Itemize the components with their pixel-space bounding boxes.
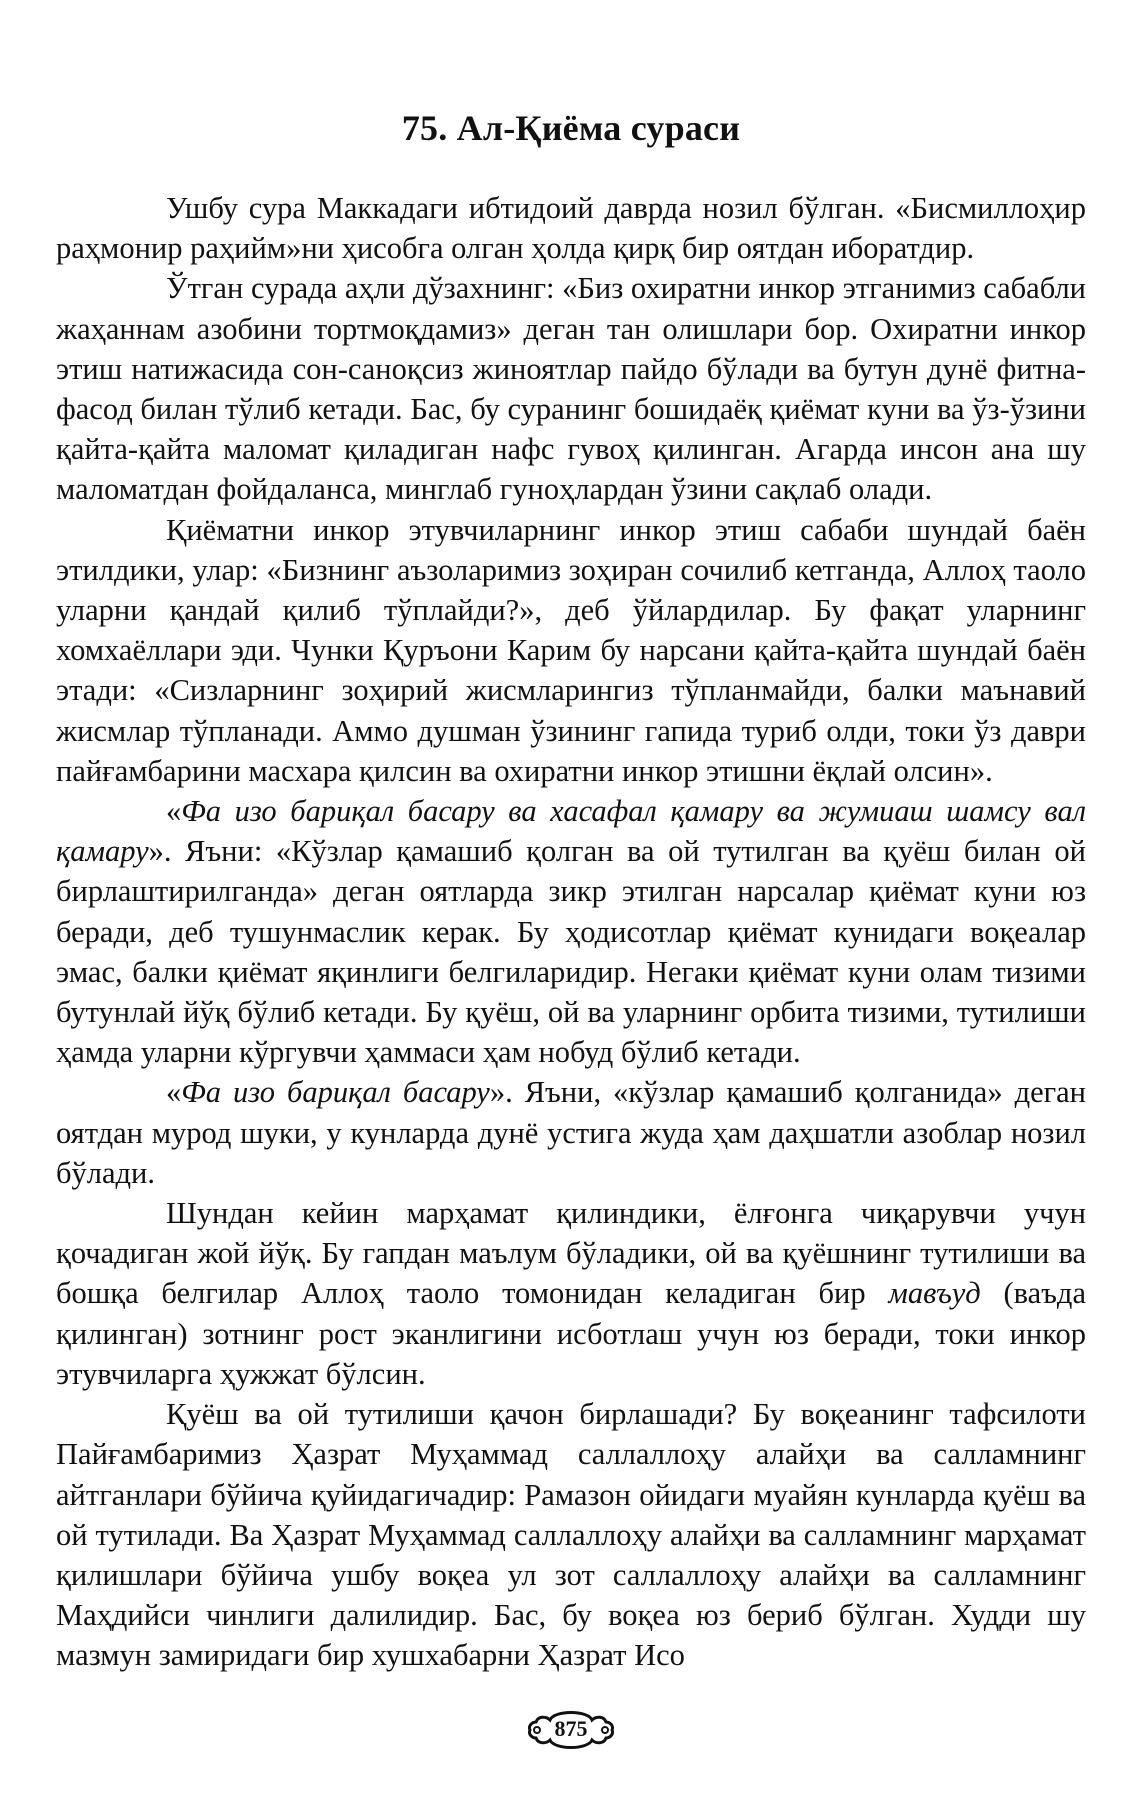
paragraph-text: « — [166, 1075, 182, 1110]
paragraph-2 — [56, 268, 1086, 509]
paragraph-1 — [56, 188, 1086, 268]
paragraph-7 — [56, 1394, 1086, 1675]
italic-quote-text: Фа изо бариқал басару ва хасафал қамару ва жумиаш шамсу вал қамару — [56, 794, 1086, 869]
paragraph-text: (ваъда қилинган) зотнинг рост эканлигини исботлаш учун юз беради, токи инкор этувчиларга ҳужжат бўлсин. — [56, 1276, 1086, 1391]
paragraph-text: ». Яъни, «кўзлар қамашиб қолганида» деган оятдан мурод шуки, у кунларда дунё устига жуда ҳам даҳшатли азоблар нозил бўлади. — [56, 1075, 1086, 1190]
paragraph-6 — [56, 1193, 1086, 1394]
body-text — [56, 188, 1086, 1676]
chapter-title: 75. Ал-Қиёма сураси — [401, 108, 741, 148]
paragraph-text: Қуёш ва ой тутилиши қачон бирлашади? Бу воқеанинг тафсилоти Пайғамбаримиз Ҳазрат Муҳаммад саллаллоҳу алайҳи ва салламнинг айтганлари бўйича қуйидагичадир: Рамазон ойидаги муайян кунларда қуёш ва ой тутилади. Ва Ҳазрат Муҳаммад саллаллоҳу алайҳи ва салламнинг марҳамат қилишлари бўйича ушбу воқеа ул зот саллаллоҳу алайҳи ва салламнинг Маҳдийси чинлиги далилидир. Бас, бу воқеа юз бериб бўлган. Худди шу мазмун замиридаги бир хушхабарни Ҳазрат Исо — [56, 1397, 1086, 1673]
italic-quote-text: Фа изо бариқал басару — [181, 1075, 490, 1110]
paragraph-5 — [56, 1072, 1086, 1193]
document-page — [56, 0, 1086, 1808]
page-footer — [56, 1708, 1086, 1752]
paragraph-4 — [56, 791, 1086, 1072]
paragraph-text: Қиёматни инкор этувчиларнинг инкор этиш сабаби шундай баён этилдики, улар: «Бизнинг аъзоларимиз зоҳиран сочилиб кетганда, Аллоҳ таоло уларни қандай қилиб тўплайди?», деб ўйлардилар. Бу фақат уларнинг хомхаёллари эди. Чунки Қуръони Карим бу нарсани қайта-қайта шундай баён этади: «Сизларнинг зоҳирий жисмларингиз тўпланмайди, балки маънавий жисмлар тўпланади. Аммо душман ўзининг гапида туриб олди, токи ўз даври пайғамбарини масхара қилсин ва охиратни инкор этишни ёқлай олсин». — [56, 512, 1086, 788]
paragraph-text: Шундан кейин марҳамат қилиндики, ёлғонга чиқарувчи учун қочадиган жой йўқ. Бу гапдан маълум бўладики, ой ва қуёшнинг тутилиши ва бошқа белгилар Аллоҳ таоло томонидан келадиган бир — [56, 1196, 1086, 1311]
paragraph-text: ». Яъни: «Кўзлар қамашиб қолган ва ой тутилган ва қуёш билан ой бирлаштирилганда» деган оятларда зикр этилган нарсалар қиёмат куни юз беради, деб тушунмаслик керак. Бу ҳодисотлар қиёмат кунидаги воқеалар эмас, балки қиёмат яқинлиги белгиларидир. Негаки қиёмат куни олам тизими бутунлай йўқ бўлиб кетади. Бу қуёш, ой ва уларнинг орбита тизими, тутилиши ҳамда уларни кўргувчи ҳаммаси ҳам нобуд бўлиб кетади. — [56, 834, 1086, 1070]
italic-quote-text: мавъуд — [888, 1276, 981, 1311]
paragraph-text: Ўтган сурада аҳли дўзахнинг: «Биз охиратни инкор этганимиз сабабли жаҳаннам азобини тортмоқдамиз» деган тан олишлари бор. Охиратни инкор этиш натижасида сон-саноқсиз жиноятлар пайдо бўлади ва бутун дунё фитна-фасод билан тўлиб кетади. Бас, бу суранинг бошидаёқ қиёмат куни ва ўз-ўзини қайта-қайта маломат қиладиган нафс гувоҳ қилинган. Агарда инсон ана шу маломатдан фойдаланса, минглаб гуноҳлардан ўзини сақлаб олади. — [56, 271, 1086, 507]
page-number: 875 — [554, 1716, 588, 1741]
paragraph-text: Ушбу сура Маккадаги ибтидоий даврда нозил бўлган. «Бисмиллоҳир раҳмонир раҳийм»ни ҳисобга олган ҳолда қирқ бир оятдан иборатдир. — [56, 191, 1086, 266]
paragraph-text: « — [166, 794, 182, 829]
paragraph-3 — [56, 510, 1086, 791]
page-number-badge — [526, 1708, 616, 1752]
